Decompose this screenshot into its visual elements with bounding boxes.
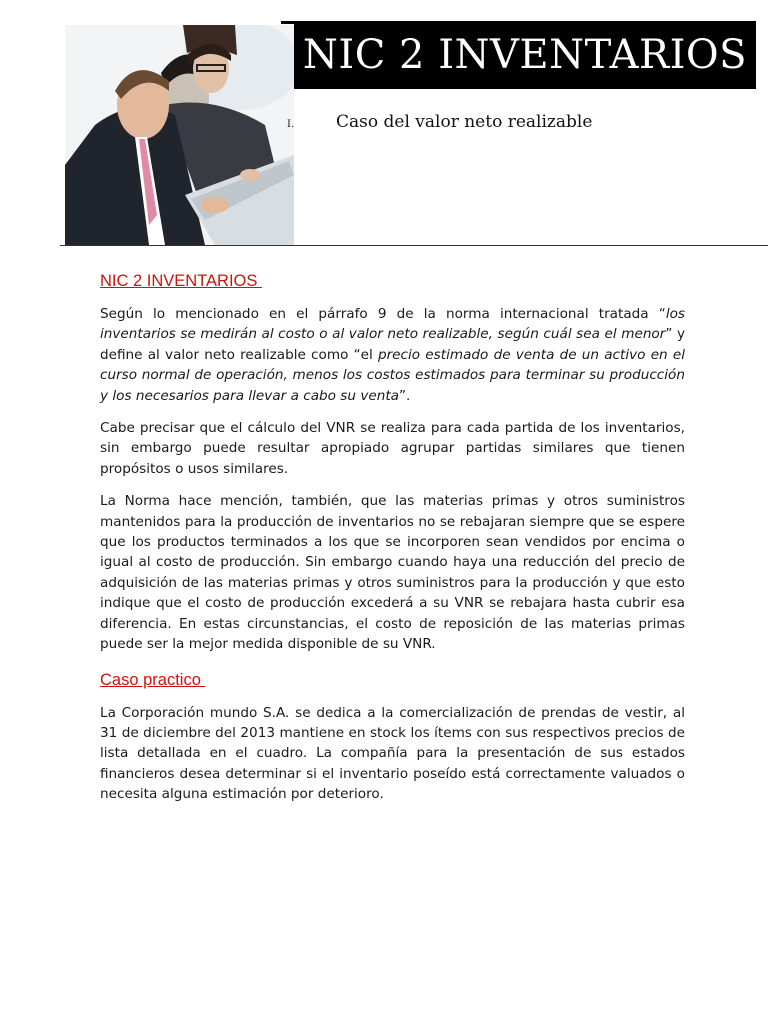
- para1-text-c: ” y define al valor neto realizable como “el: [100, 326, 685, 363]
- paragraph-case-description: La Corporación mundo S.A. se dedica a la comercialización de prendas de vestir, al 31 de diciembre del 2013 mantiene en stock los ítems con sus respectivos precios de lista detallada en el cuadro. La compañía para la presentación de sus estados financieros desea determinar si el inventario poseído está correctamente valuados o necesita alguna estimación por deterioro.: [100, 704, 685, 803]
- subtitle-number: I.: [287, 119, 295, 130]
- section-heading-caso-practico: Caso practico: [100, 670, 206, 689]
- page-title: NIC 2 INVENTARIOS: [302, 32, 748, 78]
- title-banner: [294, 21, 756, 89]
- subtitle: [287, 112, 592, 132]
- paragraph-vnr-calculation: Cabe precisar que el cálculo del VNR se realiza para cada partida de los inventarios, sin embargo puede resultar apropiado agrupar partidas similares que tienen propósitos o usos similares.: [100, 420, 685, 477]
- paragraph-raw-materials: La Norma hace mención, también, que las materias primas y otros suministros mantenidos para la producción de inventarios no se rebajaran siempre que se espere que los productos terminados a los que se incorporen sean vendidos por encima o igual al costo de producción. Sin embargo cuando haya una reducción del precio de adquisición de las materias primas y otros suministros para la producción y que esto indique que el costo de producción excederá a su VNR se rebajara hasta cubrir esa diferencia. En estas circunstancias, el costo de reposición de las materias primas puede ser la mejor medida disponible de su VNR.: [100, 493, 685, 653]
- para1-quote-2: precio estimado de venta de un activo en el curso normal de operación, menos los costos estimados para terminar su producción y los necesarios para llevar a cabo su venta: [100, 346, 686, 404]
- header-photo-business-people: [65, 25, 294, 245]
- document-body: [100, 272, 685, 817]
- subtitle-text: Caso del valor neto realizable: [336, 112, 593, 132]
- paragraph-definition: [100, 304, 685, 406]
- para1-text-a: Según lo mencionado en el párrafo 9 de la norma internacional tratada “: [100, 306, 666, 322]
- para1-quote-1: los inventarios se medirán al costo o al valor neto realizable, según cuál sea el menor: [100, 306, 685, 343]
- section-heading-nic2: NIC 2 INVENTARIOS: [100, 272, 262, 290]
- header-divider: [60, 245, 768, 246]
- para1-text-e: ”.: [399, 387, 411, 404]
